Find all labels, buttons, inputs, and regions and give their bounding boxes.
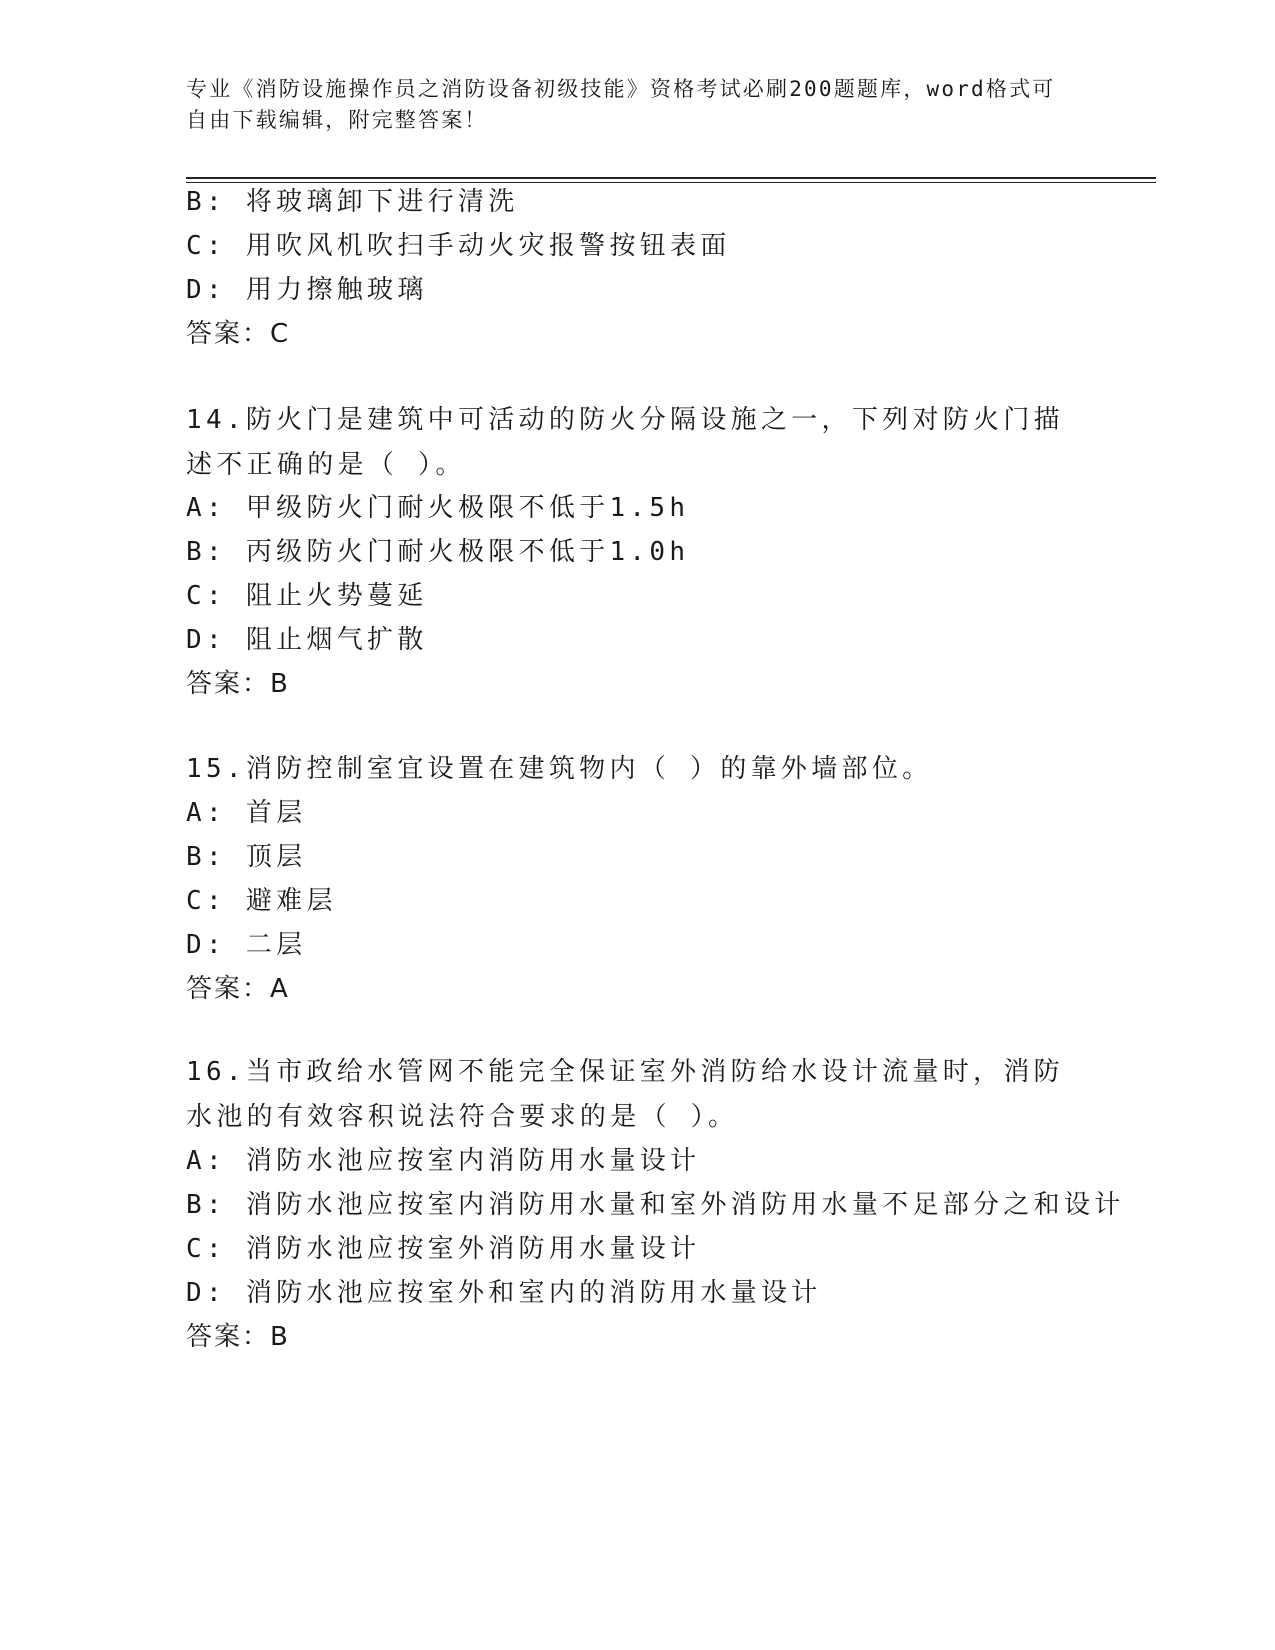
option-b: B: 丙级防火门耐火极限不低于1.0h <box>186 537 690 567</box>
option-c: C: 用吹风机吹扫手动火灾报警按钮表面 <box>186 231 731 261</box>
option-a: A: 首层 <box>186 798 307 828</box>
answer-line: 答案：C <box>186 319 291 349</box>
option-b: B: 消防水池应按室内消防用水量和室外消防用水量不足部分之和设计 <box>186 1190 1125 1220</box>
question-16-stem: 16.当市政给水管网不能完全保证室外消防给水设计流量时，消防水池的有效容积说法符合要求的是（ ）。 <box>186 1057 1064 1132</box>
question-14-stem: 14.防火门是建筑中可活动的防火分隔设施之一，下列对防火门描述不正确的是（ ）。 <box>186 405 1064 480</box>
option-c: C: 阻止火势蔓延 <box>186 581 428 611</box>
option-b: B: 顶层 <box>186 842 307 872</box>
option-d: D: 用力擦触玻璃 <box>186 275 428 305</box>
answer-line: 答案：B <box>186 669 290 699</box>
document-header: 专业《消防设施操作员之消防设备初级技能》资格考试必刷200题题库，word格式可自由下载编辑，附完整答案！ <box>186 77 1056 132</box>
header-divider-thick <box>186 177 1156 179</box>
header-divider-thin <box>186 182 1156 183</box>
option-d: D: 消防水池应按室外和室内的消防用水量设计 <box>186 1278 822 1308</box>
answer-line: 答案：A <box>186 974 290 1004</box>
option-a: A: 消防水池应按室内消防用水量设计 <box>186 1146 701 1176</box>
option-c: C: 避难层 <box>186 886 337 916</box>
option-d: D: 二层 <box>186 930 307 960</box>
option-d: D: 阻止烟气扩散 <box>186 625 428 655</box>
question-15-stem: 15.消防控制室宜设置在建筑物内（ ）的靠外墙部位。 <box>186 754 933 784</box>
option-c: C: 消防水池应按室外消防用水量设计 <box>186 1234 701 1264</box>
option-b: B: 将玻璃卸下进行清洗 <box>186 187 519 217</box>
option-a: A: 甲级防火门耐火极限不低于1.5h <box>186 493 690 523</box>
answer-line: 答案：B <box>186 1322 290 1352</box>
